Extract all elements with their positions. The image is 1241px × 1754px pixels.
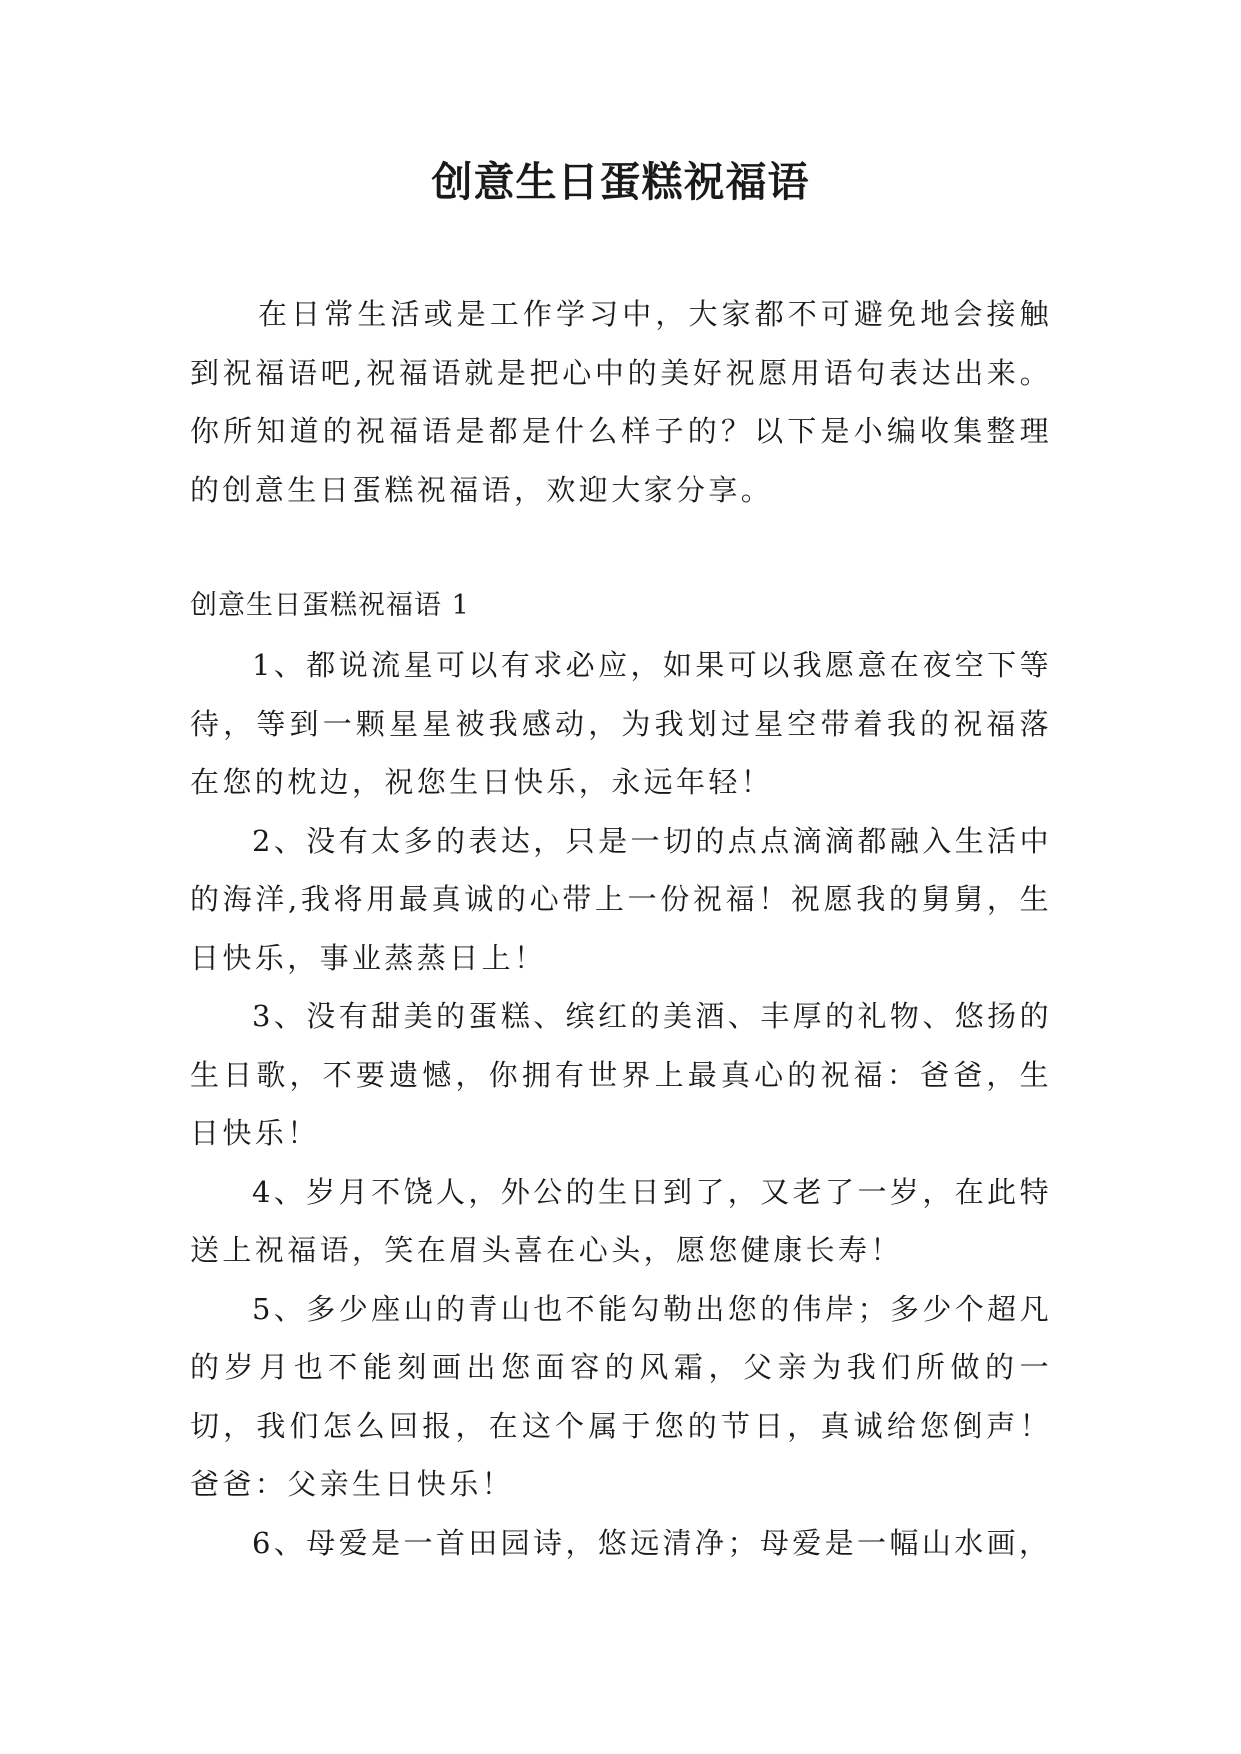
list-item: 4、岁月不饶人，外公的生日到了，又老了一岁，在此特送上祝福语，笑在眉头喜在心头，愿您健康长寿！	[190, 1174, 1052, 1267]
document-title: 创意生日蛋糕祝福语	[431, 158, 810, 206]
list-item: 3、没有甜美的蛋糕、缤红的美酒、丰厚的礼物、悠扬的生日歌，不要遗憾，你拥有世界上最真心的祝福：爸爸，生日快乐！	[190, 999, 1052, 1150]
section-heading: 创意生日蛋糕祝福语 1	[190, 590, 470, 621]
list-item: 6、母爱是一首田园诗，悠远清净；母爱是一幅山水画，	[252, 1525, 1052, 1560]
list-item: 2、没有太多的表达，只是一切的点点滴滴都融入生活中的海洋,我将用最真诚的心带上一份祝福！祝愿我的舅舅，生日快乐，事业蒸蒸日上！	[190, 823, 1052, 975]
list-item: 1、都说流星可以有求必应，如果可以我愿意在夜空下等待，等到一颗星星被我感动，为我划过星空带着我的祝福落在您的枕边，祝您生日快乐，永远年轻！	[190, 648, 1052, 799]
wish-list	[190, 636, 1052, 1572]
intro-paragraph: 在日常生活或是工作学习中，大家都不可避免地会接触到祝福语吧,祝福语就是把心中的美好祝愿用语句表达出来。你所知道的祝福语是都是什么样子的？以下是小编收集整理的创意生日蛋糕祝福语，欢迎大家分享。	[190, 297, 1052, 507]
list-item: 5、多少座山的青山也不能勾勒出您的伟岸；多少个超凡的岁月也不能刻画出您面容的风霜，父亲为我们所做的一切，我们怎么回报，在这个属于您的节日，真诚给您倒声！爸爸：父亲生日快乐！	[190, 1291, 1052, 1501]
